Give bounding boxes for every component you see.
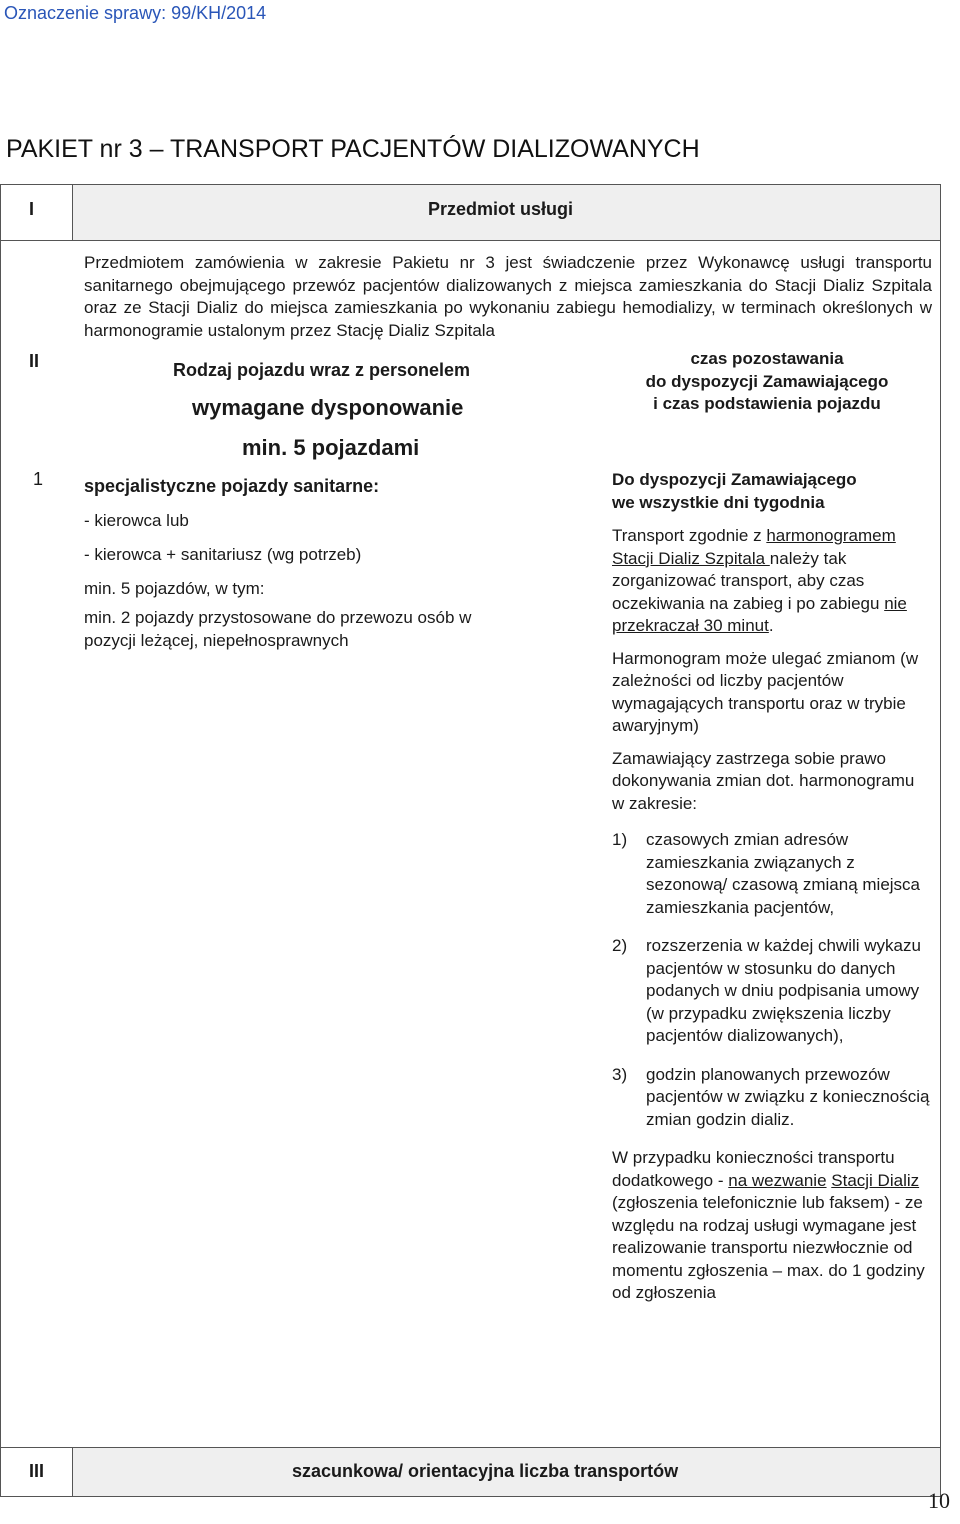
on-request-text: na wezwanie [728, 1170, 827, 1190]
required-disposal-header: wymagane dysponowanie [192, 395, 464, 420]
additional-transport-paragraph: W przypadku konieczności transportu dodatkowego - na wezwanie Stacji Dializ (zgłoszenia telefonicznie lub faksem) - ze względu na rodzaj usługi wymagane jest realizowanie transportu niezwłocznie od momentu zgłoszenia – max. do 1 godziny od zgłoszenia [612, 1148, 925, 1302]
crew-option-driver-paramedic: - kierowca + sanitariusz (wg potrzeb) [84, 545, 362, 564]
dialysis-station-text: Stacji Dializ [831, 1170, 920, 1190]
availability-header-line3: i czas podstawienia pojazdu [653, 394, 881, 413]
max-wait-time: nie przekraczał 30 minut [612, 593, 907, 635]
section1-number: I [29, 199, 35, 219]
section2-number: II [29, 351, 40, 371]
schedule-reference: harmonogramem Stacji Dializ Szpitala [612, 526, 896, 568]
min-vehicles-header: min. 5 pojazdami [242, 435, 420, 460]
list-item: 2) rozszerzenia w każdej chwili wykazu pacjentów w stosunku do danych podanych w dniu podpisania umowy (w przypadku zwiększenia liczby pacjentów dializowanych), [612, 936, 921, 1045]
list-item: 3) godzin planowanych przewozów pacjentów w związku z koniecznością zmian godzin dializ. [612, 1064, 930, 1129]
section1-description: Przedmiotem zamówienia w zakresie Pakietu nr 3 jest świadczenie przez Wykonawcę usługi transportu sanitarnego obejmującego przewóz pacjentów dializowanych z miejsca zamieszkania do Stacji Dializ Szpitala oraz ze Stacji Dializ do miejsca zamieszkania po wykonaniu zabiegu hemodializy, w terminach określonych w harmonogramie ustalonym przez Stację Dializ Szpitala [84, 253, 932, 340]
availability-header-line1: czas pozostawania [690, 349, 844, 368]
special-vehicles-requirement: min. 2 pojazdy przystosowane do przewozu osób w pozycji leżącej, niepełnosprawnych [84, 608, 472, 650]
package-title: PAKIET nr 3 – TRANSPORT PACJENTÓW DIALIZOWANYCH [6, 135, 700, 163]
schedule-change-paragraph: Harmonogram może ulegać zmianom (w zależności od liczby pacjentów wymagających transportu oraz w trybie awaryjnym) [612, 648, 919, 735]
availability-line1: Do dyspozycji Zamawiającego [612, 470, 857, 489]
schedule-paragraph: Transport zgodnie z harmonogramem Stacji Dializ Szpitala należy tak zorganizować transport, aby czas oczekiwania na zabieg i po zabiegu nie przekraczał 30 minut. [612, 526, 907, 635]
page-number: 10 [928, 1488, 950, 1513]
section3-heading: szacunkowa/ orientacyjna liczba transportów [292, 1461, 679, 1481]
availability-column [612, 469, 930, 1305]
crew-option-driver: - kierowca lub [84, 511, 189, 530]
change-scope-list [612, 829, 930, 1131]
row-number: 1 [33, 469, 44, 489]
list-item: 1) czasowych zmian adresów zamieszkania związanych z sezonową/ czasową zmianą miejsca zamieszkania pacjentów, [612, 830, 921, 917]
section1-heading: Przedmiot usługi [428, 199, 574, 219]
section3-number: III [29, 1461, 45, 1481]
case-reference: Oznaczenie sprawy: 99/KH/2014 [4, 3, 267, 23]
vehicle-type-header: Rodzaj pojazdu wraz z personelem [173, 360, 471, 380]
vehicle-type-title: specjalistyczne pojazdy sanitarne: [84, 476, 380, 496]
availability-time-header [612, 348, 922, 416]
min-vehicles-count: min. 5 pojazdów, w tym: [84, 579, 265, 598]
reservation-paragraph: Zamawiający zastrzega sobie prawo dokonywania zmian dot. harmonogramu w zakresie: [612, 748, 915, 813]
availability-line2: we wszystkie dni tygodnia [612, 492, 825, 512]
availability-header-line2: do dyspozycji Zamawiającego [645, 371, 889, 391]
